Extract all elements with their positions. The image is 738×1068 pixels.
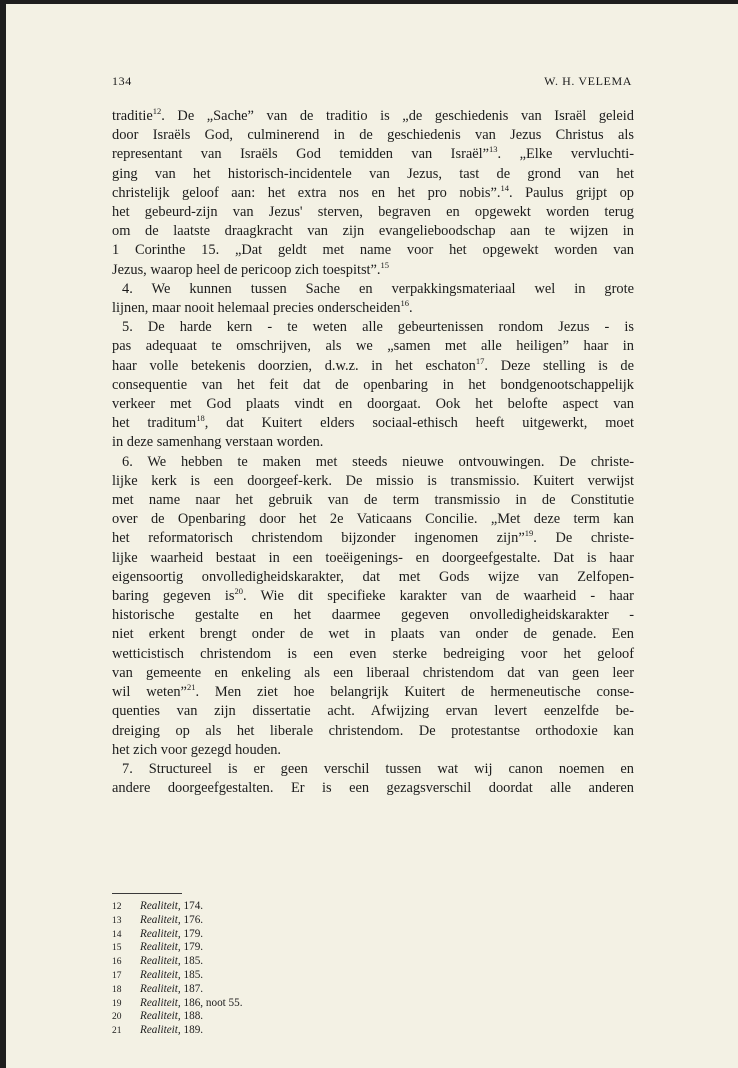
footnote-number: 13 bbox=[112, 915, 122, 926]
footnote-work-title: Realiteit, bbox=[140, 955, 181, 968]
text-run: verkeer met God plaats vindt en doorgaat. Ook het belofte aspect van bbox=[112, 396, 634, 413]
footnote-work-title: Realiteit, bbox=[140, 941, 181, 954]
text-line bbox=[112, 395, 634, 414]
text-run: dreiging op als het liberale christendom. De protestantse orthodoxie kan bbox=[112, 722, 634, 739]
footnote-marker[interactable]: 17 bbox=[475, 355, 485, 366]
footnote-marker[interactable]: 14 bbox=[500, 182, 509, 193]
text-line bbox=[112, 568, 634, 587]
text-line bbox=[112, 472, 634, 491]
text-line bbox=[112, 280, 634, 299]
scan-border-top bbox=[0, 0, 738, 4]
footnote-number: 20 bbox=[112, 1012, 122, 1023]
footnote-number: 12 bbox=[112, 902, 122, 912]
footnote-number: 14 bbox=[112, 929, 122, 940]
text-run: , dat Kuitert elders sociaal-ethisch heeft uitgewerkt, moet bbox=[204, 415, 635, 432]
footnote-marker[interactable]: 13 bbox=[489, 144, 498, 155]
text-line bbox=[112, 376, 634, 395]
text-line bbox=[112, 625, 634, 644]
footnote-marker[interactable]: 19 bbox=[524, 528, 534, 539]
footnote-page-ref: 179. bbox=[180, 941, 204, 954]
text-run: eigensoortig onvolledigheidskarakter, dat met Gods wijze van Zelfopen- bbox=[112, 568, 634, 585]
text-run: representant van Israëls God temidden van Israël” bbox=[112, 146, 490, 163]
footnote-marker[interactable]: 21 bbox=[186, 682, 196, 693]
footnote-page-ref: 187. bbox=[180, 982, 204, 995]
footnote-number: 16 bbox=[112, 957, 122, 968]
footnote-work-title: Realiteit, bbox=[140, 1024, 181, 1037]
text-run: . Paulus grijpt op bbox=[509, 184, 634, 201]
footnote-work-title: Realiteit, bbox=[140, 968, 181, 981]
text-line bbox=[112, 107, 634, 126]
text-line bbox=[112, 702, 634, 721]
text-line bbox=[112, 683, 634, 702]
text-line bbox=[112, 779, 634, 798]
text-run: Jezus, waarop heel de pericoop zich toespitst”. bbox=[112, 261, 381, 278]
footnote bbox=[112, 928, 412, 942]
text-line bbox=[112, 587, 634, 606]
text-run: consequentie van het feit dat de openbaring in het bondgenootschappelijk bbox=[112, 376, 634, 393]
text-run: christelijk geloof aan: het extra nos en het pro nobis”. bbox=[112, 184, 501, 201]
footnote bbox=[112, 997, 412, 1011]
footnote-marker[interactable]: 15 bbox=[380, 259, 390, 270]
text-run: . „Elke vervluchti- bbox=[497, 146, 634, 163]
footnote bbox=[112, 900, 412, 914]
text-line bbox=[112, 510, 634, 529]
text-run: ging van het historisch-incidentele van Jezus, tast de grond van het bbox=[112, 165, 634, 182]
text-run: over de Openbaring door het 2e Vaticaans Concilie. „Met deze term kan bbox=[112, 511, 634, 528]
footnote-number: 18 bbox=[112, 984, 122, 995]
text-run: 7. Structureel is er geen verschil tussen wat wij canon noemen en bbox=[122, 760, 634, 777]
text-line bbox=[112, 433, 634, 452]
footnote-number: 21 bbox=[112, 1026, 122, 1037]
text-line bbox=[112, 491, 634, 510]
footnote-work-title: Realiteit, bbox=[140, 900, 181, 912]
text-run: . bbox=[409, 300, 413, 317]
text-run: . De christe- bbox=[533, 530, 634, 547]
text-run: 6. We hebben te maken met steeds nieuwe ontvouwingen. De christe- bbox=[122, 453, 634, 470]
text-line bbox=[112, 529, 634, 548]
text-line bbox=[112, 722, 634, 741]
text-line bbox=[112, 318, 634, 337]
text-run: het gebeurd-zijn van Jezus' sterven, begraven en opgewekt worden terug bbox=[112, 204, 634, 221]
footnote-marker[interactable]: 12 bbox=[152, 106, 162, 116]
footnote bbox=[112, 1010, 412, 1024]
footnote bbox=[112, 969, 412, 983]
running-head bbox=[112, 74, 632, 90]
text-run: het traditum bbox=[112, 415, 197, 432]
text-run: het reformatorisch christendom bijzonder ingenomen zijn” bbox=[112, 530, 525, 547]
text-line bbox=[112, 760, 634, 779]
footnote-marker[interactable]: 20 bbox=[234, 586, 244, 597]
footnote-work-title: Realiteit, bbox=[140, 913, 181, 926]
footnote-page-ref: 189. bbox=[180, 1024, 204, 1037]
text-line bbox=[112, 222, 634, 241]
footnote-work-title: Realiteit, bbox=[140, 982, 181, 995]
text-run: . Wie dit specifieke karakter van de waarheid - haar bbox=[243, 588, 634, 605]
body-text bbox=[112, 107, 634, 798]
text-line bbox=[112, 664, 634, 683]
text-line bbox=[112, 414, 634, 433]
scan-border-left bbox=[0, 0, 6, 1068]
text-line bbox=[112, 261, 634, 280]
text-line bbox=[112, 184, 634, 203]
footnote bbox=[112, 955, 412, 969]
text-run: lijke kerk is een doorgeef-kerk. De missio is transmissio. Kuitert verwijst bbox=[112, 472, 634, 489]
footnote-page-ref: 185. bbox=[180, 955, 204, 968]
text-run: wil weten” bbox=[112, 684, 187, 701]
text-line bbox=[112, 299, 634, 318]
page-number: 134 bbox=[112, 74, 132, 88]
footnote-page-ref: 185. bbox=[180, 968, 204, 981]
text-run: 4. We kunnen tussen Sache en verpakkingsmateriaal wel in grote bbox=[122, 280, 634, 297]
footnote-number: 19 bbox=[112, 998, 122, 1009]
text-line bbox=[112, 549, 634, 568]
footnote-number: 15 bbox=[112, 943, 122, 954]
text-run: wetticistisch christendom is een even sterke bedreiging voor het geloof bbox=[112, 645, 634, 662]
text-line bbox=[112, 126, 634, 145]
footnote-number: 17 bbox=[112, 970, 122, 981]
footnote bbox=[112, 1024, 412, 1038]
text-run: met name naar het gebruik van de term transmissio in de Constitutie bbox=[112, 492, 634, 509]
text-run: . Men ziet hoe belangrijk Kuitert de hermeneutische conse- bbox=[195, 684, 634, 701]
text-run: het zich voor gezegd houden. bbox=[112, 741, 282, 758]
footnote-work-title: Realiteit, bbox=[140, 927, 181, 940]
text-run: door Israëls God, culminerend in de geschiedenis van Jezus Christus als bbox=[112, 127, 634, 144]
text-run: . De „Sache” van de traditio is „de geschiedenis van Israël geleid bbox=[161, 108, 634, 124]
text-run: 5. De harde kern - te weten alle gebeurtenissen rondom Jezus - is bbox=[122, 319, 634, 336]
running-head-author: W. H. VELEMA bbox=[544, 74, 632, 88]
footnote-marker[interactable]: 16 bbox=[400, 298, 409, 309]
text-line bbox=[112, 165, 634, 184]
text-run: lijke waarheid bestaat in een toeëigenings- en doorgeefgestalte. Dat is haar bbox=[112, 549, 634, 566]
footnote-page-ref: 186, noot 55. bbox=[180, 996, 243, 1009]
text-run: in deze samenhang verstaan worden. bbox=[112, 434, 324, 451]
footnote bbox=[112, 983, 412, 997]
footnote-page-ref: 174. bbox=[180, 900, 204, 912]
text-run: . Deze stelling is de bbox=[484, 357, 634, 374]
text-line bbox=[112, 606, 634, 625]
text-line bbox=[112, 453, 634, 472]
text-run: om de laatste draagkracht van zijn evangelieboodschap aan te wijzen in bbox=[112, 223, 634, 240]
footnotes bbox=[112, 900, 412, 1038]
footnote-page-ref: 188. bbox=[180, 1010, 204, 1023]
text-run: baring gegeven is bbox=[112, 588, 235, 605]
footnote-rule bbox=[112, 893, 182, 894]
text-line bbox=[112, 241, 634, 260]
footnote-work-title: Realiteit, bbox=[140, 1010, 181, 1023]
text-line bbox=[112, 203, 634, 222]
footnote-marker[interactable]: 18 bbox=[196, 413, 205, 424]
text-run: haar volle betekenis doorzien, d.w.z. in het eschaton bbox=[112, 357, 476, 374]
text-run: traditie bbox=[112, 108, 153, 124]
footnote bbox=[112, 941, 412, 955]
text-line bbox=[112, 741, 634, 760]
text-line bbox=[112, 357, 634, 376]
text-run: lijnen, maar nooit helemaal precies onderscheiden bbox=[112, 300, 401, 317]
footnote-page-ref: 176. bbox=[180, 913, 204, 926]
footnote-work-title: Realiteit, bbox=[140, 996, 181, 1009]
text-run: pas adequaat te omschrijven, als we „samen met alle heiligen” haar in bbox=[112, 338, 634, 355]
text-run: van gemeente en enkeling als een liberaal christendom dat van geen leer bbox=[112, 664, 634, 681]
text-line bbox=[112, 145, 634, 164]
footnote bbox=[112, 914, 412, 928]
text-run: historische gestalte en het daarmee gegeven onvolledigheidskarakter - bbox=[112, 607, 634, 624]
text-run: niet erkent brengt onder de wet in plaats van onder de genade. Een bbox=[112, 626, 634, 643]
footnote-page-ref: 179. bbox=[180, 927, 204, 940]
text-line bbox=[112, 337, 634, 356]
text-run: quenties van zijn dissertatie acht. Afwijzing ervan levert eenzelfde be- bbox=[112, 703, 634, 720]
text-run: andere doorgeefgestalten. Er is een gezagsverschil doordat alle anderen bbox=[112, 780, 634, 797]
text-run: 1 Corinthe 15. „Dat geldt met name voor het opgewekt worden van bbox=[112, 242, 634, 259]
text-line bbox=[112, 645, 634, 664]
